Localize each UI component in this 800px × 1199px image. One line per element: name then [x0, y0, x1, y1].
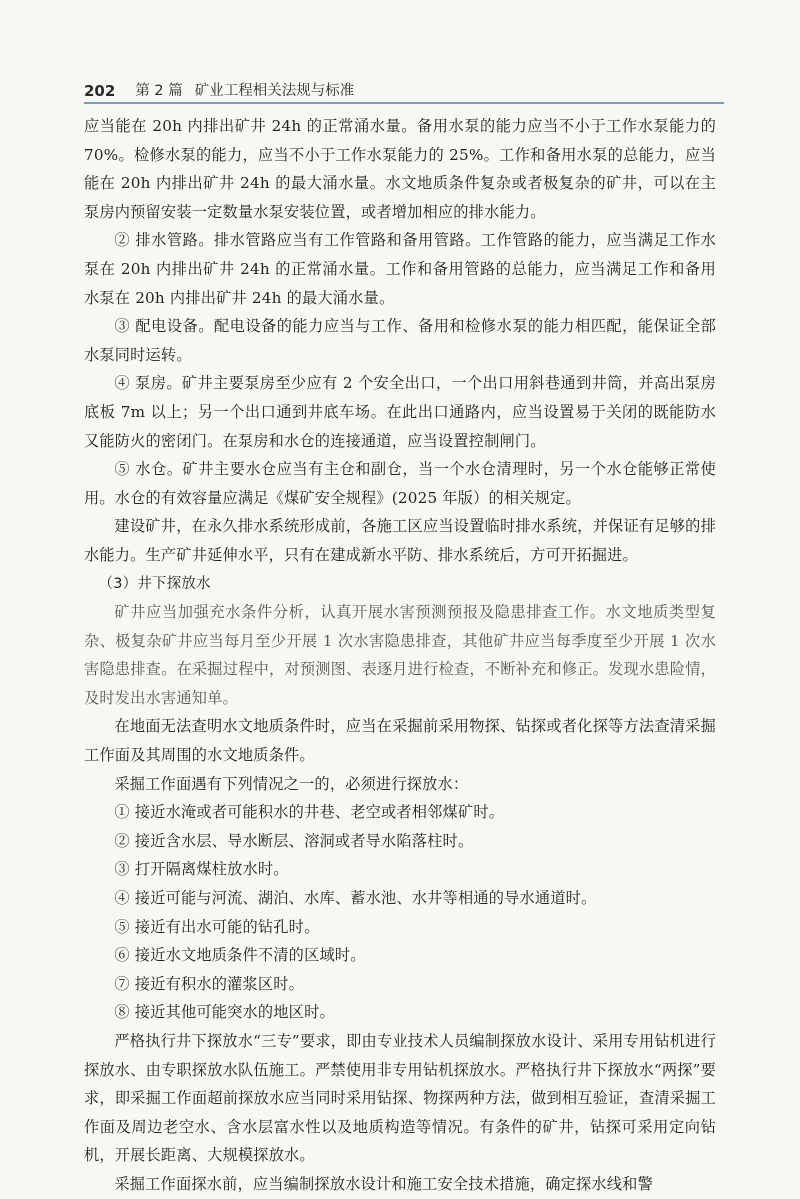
paragraph: 矿井应当加强充水条件分析，认真开展水害预测预报及隐患排查工作。水文地质类型复杂、极复杂矿井应当每月至少开展 1 次水害隐患排查，其他矿井应当每季度至少开展 1 次水害隐患排查。在采掘过程中，对预测图、表逐月进行检查，不断补充和修正。发现水患险情，及时发出水害通知单。	[84, 603, 716, 707]
paragraph: 在地面无法查明水文地质条件时，应当在采掘前采用物探、钻探或者化探等方法查清采掘工作面及其周围的水文地质条件。	[84, 717, 716, 765]
list-item: ⑧ 接近其他可能突水的地区时。	[114, 1003, 335, 1022]
list-item: ⑦ 接近有积水的灌浆区时。	[114, 974, 305, 993]
section-heading	[135, 79, 354, 100]
part-title: 矿业工程相关法规与标准	[194, 83, 355, 99]
paragraph: ⑤ 水仓。矿井主要水仓应当有主仓和副仓，当一个水仓清理时，另一个水仓能够正常使用。水仓的有效容量应满足《煤矿安全规程》(2025 年版）的相关规定。	[84, 460, 716, 507]
paragraph: 应当能在 20h 内排出矿井 24h 的正常涌水量。备用水泵的能力应当不小于工作水泵能力的 70%。检修水泵的能力，应当不小于工作水泵能力的 25%。工作和备用水泵的总能力，应当能在 20h 内排出矿井 24h 的最大涌水量。水文地质条件复杂或者极复杂的矿井，可以在主泵房内预留安装一定数量水泵安装位置，或者增加相应的排水能力。	[84, 117, 716, 221]
paragraph: 采掘工作面遇有下列情况之一的，必须进行探放水：	[114, 774, 469, 793]
body-text	[84, 112, 716, 1199]
list-item: ① 接近水淹或者可能积水的井巷、老空或者相邻煤矿时。	[114, 803, 505, 822]
paragraph: 建设矿井，在永久排水系统形成前，各施工区应当设置临时排水系统，并保证有足够的排水能力。生产矿井延伸水平，只有在建成新水平防、排水系统后，方可开拓掘进。	[84, 517, 716, 564]
paragraph: 采掘工作面探水前，应当编制探放水设计和施工安全技术措施，确定探水线和警	[114, 1174, 653, 1193]
list-item: ④ 接近可能与河流、湖泊、水库、蓄水池、水井等相通的导水通道时。	[114, 889, 597, 908]
list-item: ⑤ 接近有出水可能的钻孔时。	[114, 917, 320, 936]
running-header	[84, 62, 716, 100]
paragraph: ③ 配电设备。配电设备的能力应当与工作、备用和检修水泵的能力相匹配，能保证全部水泵同时运转。	[84, 317, 716, 364]
page-number: 202	[84, 82, 116, 100]
list-item: ⑥ 接近水文地质条件不清的区域时。	[114, 946, 366, 965]
subsection-heading: （3）井下探放水	[98, 575, 211, 592]
list-item: ② 接近含水层、导水断层、溶洞或者导水陷落柱时。	[114, 831, 474, 850]
header-rule	[84, 102, 724, 104]
part-label: 第 2 篇	[135, 83, 183, 99]
paragraph: 严格执行井下探放水“三专”要求，即由专业技术人员编制探放水设计、采用专用钻机进行探放水、由专职探放水队伍施工。严禁使用非专用钻机探放水。严格执行井下探放水“两探”要求，即采掘工作面超前探放水应当同时采用钻探、物探两种方法，做到相互验证，查清采掘工作面及周边老空水、含水层富水性以及地质构造等情况。有条件的矿井，钻探可采用定向钻机，开展长距离、大规模探放水。	[84, 1032, 716, 1165]
paragraph: ④ 泵房。矿井主要泵房至少应有 2 个安全出口，一个出口用斜巷通到井筒，并高出泵房底板 7m 以上；另一个出口通到井底车场。在此出口通路内，应当设置易于关闭的既能防水又能防火的密闭门。在泵房和水仓的连接通道，应当设置控制闸门。	[84, 374, 716, 450]
paragraph: ② 排水管路。排水管路应当有工作管路和备用管路。工作管路的能力，应当满足工作水泵在 20h 内排出矿井 24h 的正常涌水量。工作和备用管路的总能力，应当满足工作和备用水泵在 20h 内排出矿井 24h 的最大涌水量。	[84, 231, 716, 307]
list-item: ③ 打开隔离煤柱放水时。	[114, 860, 289, 879]
